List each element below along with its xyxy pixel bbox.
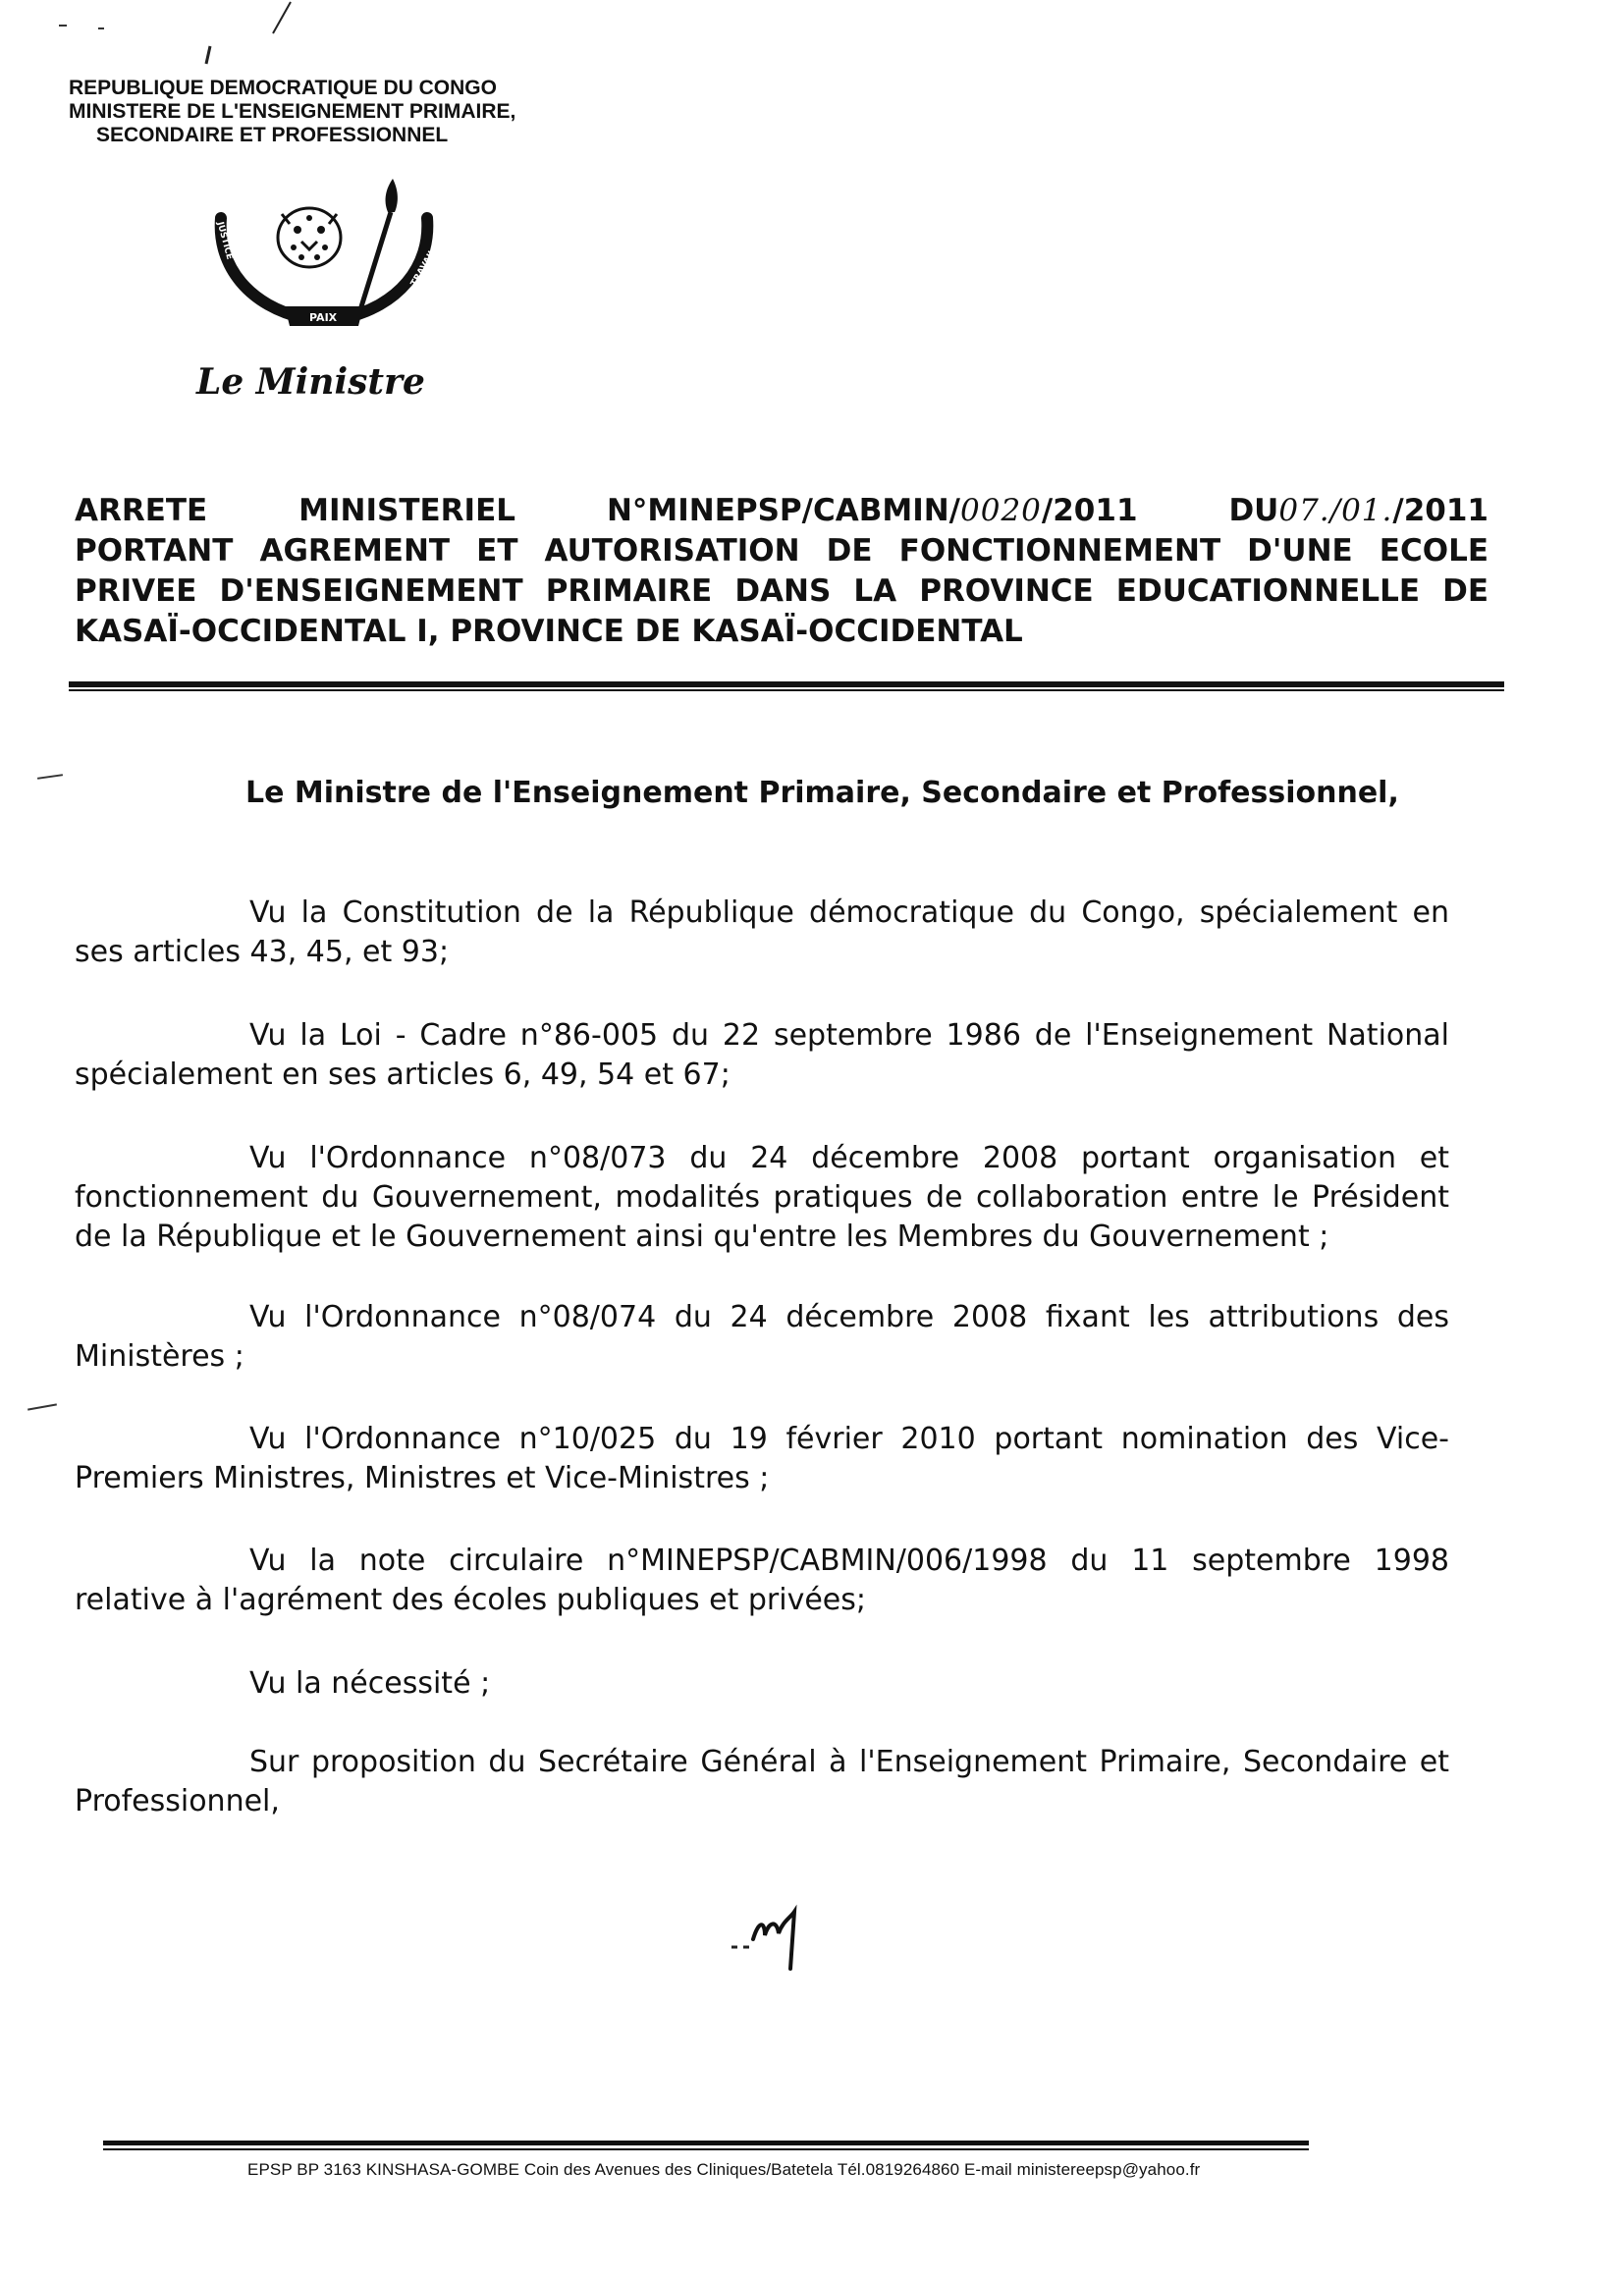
decree-title xyxy=(75,491,1489,652)
considerant-paragraph: Vu la nécessité ; xyxy=(249,1666,491,1701)
coat-of-arms-emblem xyxy=(191,169,447,336)
scan-mark xyxy=(98,27,104,29)
pen-stroke-mark xyxy=(201,44,215,68)
decree-number-handwritten: 0020 xyxy=(960,493,1042,528)
considerant-paragraph: Vu l'Ordonnance n°10/025 du 19 février 2010 portant nomination des Vice-Premiers Ministres, Ministres et Vice-Ministres ; xyxy=(75,1422,1449,1495)
considerant-paragraph: Vu la note circulaire n°MINEPSP/CABMIN/006/1998 du 11 septembre 1998 relative à l'agrément des écoles publiques et privées; xyxy=(75,1544,1449,1617)
decree-reference-line xyxy=(75,491,1489,531)
footer-contact: EPSP BP 3163 KINSHASA-GOMBE Coin des Avenues des Cliniques/Batetela Tél.0819264860 E-mail ministereepsp@yahoo.fr xyxy=(247,2160,1201,2179)
considerant-paragraph: Sur proposition du Secrétaire Général à l'Enseignement Primaire, Secondaire et Professionnel, xyxy=(75,1745,1449,1818)
signature-title: Le Ministre xyxy=(196,361,425,403)
minister-heading: Le Ministre de l'Enseignement Primaire, Secondaire et Professionnel, xyxy=(245,776,1399,810)
considerant-paragraph: Vu l'Ordonnance n°08/074 du 24 décembre 2008 fixant les attributions des Ministères ; xyxy=(75,1300,1449,1374)
header-country: REPUBLIQUE DEMOCRATIQUE DU CONGO xyxy=(69,77,497,99)
decree-number-year: /2011 xyxy=(1041,493,1138,528)
title-line-3: PRIVEE D'ENSEIGNEMENT PRIMAIRE DANS LA PROVINCE EDUCATIONNELLE DE xyxy=(75,573,1489,609)
title-divider-thin xyxy=(69,689,1504,691)
ribbon-right-text: TRAVAIL xyxy=(408,247,439,289)
ministry-header xyxy=(69,77,515,147)
decree-date-year: /2011 xyxy=(1392,493,1489,528)
footer-divider-thick xyxy=(103,2141,1309,2145)
scan-mark xyxy=(27,1403,57,1410)
decree-date-prefix: DU xyxy=(1228,493,1279,528)
ribbon-bottom-text: PAIX xyxy=(309,311,338,324)
title-word-arrete: ARRETE xyxy=(75,493,208,528)
considerant-paragraph: Vu l'Ordonnance n°08/073 du 24 décembre 2008 portant organisation et fonctionnement du Gouvernement, modalités pratiques de collaboration entre le Président de la République et le Gouvernement ainsi qu'entre les Membres du Gouvernement ; xyxy=(75,1141,1449,1254)
decree-number-prefix: N°MINEPSP/CABMIN/ xyxy=(606,493,960,528)
title-word-ministeriel: MINISTERIEL xyxy=(298,493,516,528)
scan-mark xyxy=(59,25,67,27)
decree-date xyxy=(1228,491,1489,531)
handwritten-initials xyxy=(722,1900,810,1979)
decree-number xyxy=(607,491,1138,531)
header-ministry-cont: SECONDAIRE ET PROFESSIONNEL xyxy=(96,124,449,146)
decree-date-handwritten: 07./01. xyxy=(1278,493,1393,528)
footer-divider-thin xyxy=(103,2148,1309,2150)
title-line-2: PORTANT AGREMENT ET AUTORISATION DE FONCTIONNEMENT D'UNE ECOLE xyxy=(75,533,1489,569)
considerant-paragraph: Vu la Loi - Cadre n°86-005 du 22 septembre 1986 de l'Enseignement National spécialement en ses articles 6, 49, 54 et 67; xyxy=(75,1018,1449,1092)
header-ministry: MINISTERE DE L'ENSEIGNEMENT PRIMAIRE, xyxy=(69,100,516,123)
considerant-paragraph: Vu la Constitution de la République démocratique du Congo, spécialement en ses articles 43, 45, et 93; xyxy=(75,895,1449,969)
ribbon-left-text: JUSTICE xyxy=(214,220,235,261)
title-divider-thick xyxy=(69,681,1504,687)
title-line-4: KASAÏ-OCCIDENTAL I, PROVINCE DE KASAÏ-OCCIDENTAL xyxy=(75,614,1023,649)
scan-mark xyxy=(37,774,63,780)
pen-stroke-mark xyxy=(265,0,295,39)
